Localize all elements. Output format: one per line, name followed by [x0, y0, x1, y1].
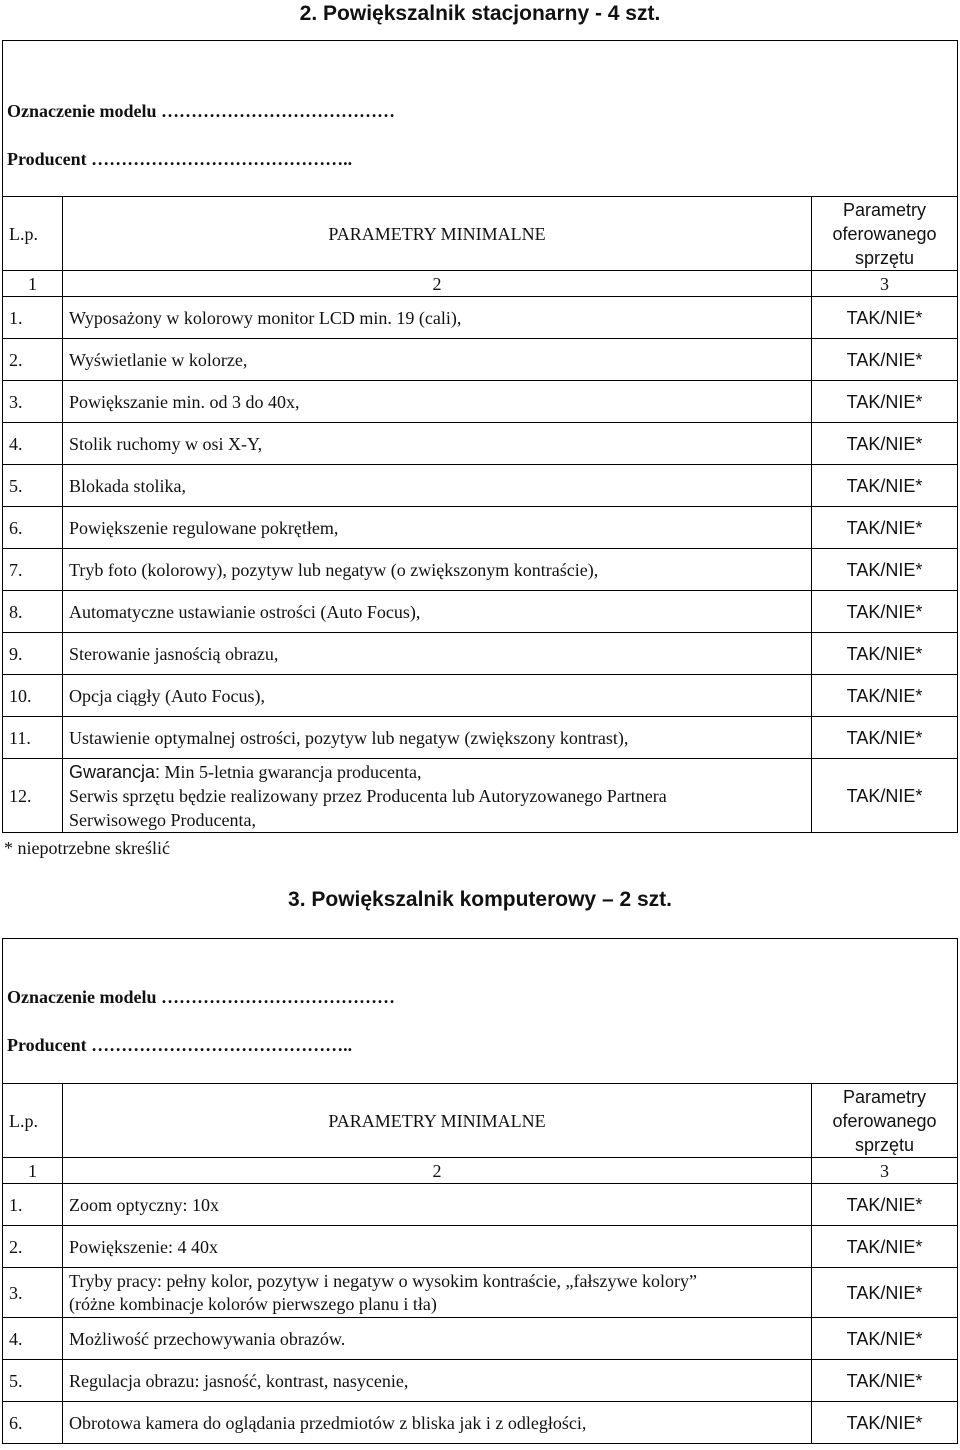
row-param: Powiększenie: 4 40x — [63, 1226, 812, 1268]
row-answer: TAK/NIE* — [812, 717, 958, 759]
table-row — [3, 423, 958, 465]
col-number-2: 2 — [63, 271, 812, 297]
header-offered — [812, 1084, 958, 1158]
col-number-3: 3 — [812, 1158, 958, 1184]
header-params: PARAMETRY MINIMALNE — [63, 1084, 812, 1158]
header-offered-line1: Parametry — [842, 199, 927, 220]
row-answer: TAK/NIE* — [812, 1318, 958, 1360]
numbers-row — [3, 1158, 958, 1184]
row-lp: 9. — [3, 633, 63, 675]
row-param: Możliwość przechowywania obrazów. — [63, 1318, 812, 1360]
numbers-row — [3, 271, 958, 297]
section-2-title: 2. Powiększalnik stacjonarny - 4 szt. — [299, 2, 661, 25]
row-lp: 10. — [3, 675, 63, 717]
header-lp: L.p. — [3, 1084, 63, 1158]
table-row — [3, 1226, 958, 1268]
col-number-2: 2 — [63, 1158, 812, 1184]
row-param: Obrotowa kamera do oglądania przedmiotów z bliska jak i z odległości, — [63, 1402, 812, 1444]
row-answer: TAK/NIE* — [812, 759, 958, 833]
row-param: Powiększenie regulowane pokrętłem, — [63, 507, 812, 549]
row-lp: 5. — [3, 465, 63, 507]
row-lp: 4. — [3, 1318, 63, 1360]
warranty-line2: Serwis sprzętu będzie realizowany przez Producenta lub Autoryzowanego Partnera — [69, 785, 667, 806]
col-number-3: 3 — [812, 271, 958, 297]
table-row — [3, 1360, 958, 1402]
row-param: Regulacja obrazu: jasność, kontrast, nasycenie, — [63, 1360, 812, 1402]
table-row — [3, 339, 958, 381]
header-row — [3, 197, 958, 271]
row-param: Blokada stolika, — [63, 465, 812, 507]
table-row-warranty — [3, 759, 958, 833]
row-param: Wyświetlanie w kolorze, — [63, 339, 812, 381]
header-offered-line2: oferowanego — [832, 223, 937, 244]
warranty-line1 — [69, 760, 805, 784]
footnote: * niepotrzebne skreślić — [4, 838, 170, 858]
row-lp: 2. — [3, 339, 63, 381]
model-label: Oznaczenie modelu ………………………………… — [7, 987, 395, 1007]
row-answer: TAK/NIE* — [812, 1268, 958, 1318]
row-lp: 4. — [3, 423, 63, 465]
table-row — [3, 675, 958, 717]
table-row — [3, 591, 958, 633]
table-row — [3, 507, 958, 549]
parameters-table-section-3 — [2, 1083, 958, 1444]
header-offered-line3: sprzętu — [854, 1134, 915, 1155]
row-param: Tryb foto (kolorowy), pozytyw lub negatyw (o zwiększonym kontraście), — [63, 549, 812, 591]
table-row — [3, 633, 958, 675]
row-lp: 12. — [3, 759, 63, 833]
row-lp: 6. — [3, 1402, 63, 1444]
row-lp: 5. — [3, 1360, 63, 1402]
col-number-1: 1 — [3, 1158, 63, 1184]
row-answer: TAK/NIE* — [812, 465, 958, 507]
producer-label: Producent …………………………………….. — [7, 1035, 353, 1055]
warranty-line3: Serwisowego Producenta, — [69, 809, 256, 830]
row-answer: TAK/NIE* — [812, 1402, 958, 1444]
row-answer: TAK/NIE* — [812, 423, 958, 465]
table-row — [3, 1318, 958, 1360]
row-answer: TAK/NIE* — [812, 675, 958, 717]
row-lp: 1. — [3, 297, 63, 339]
row-param-warranty — [63, 759, 812, 833]
row-lp: 8. — [3, 591, 63, 633]
row-answer: TAK/NIE* — [812, 339, 958, 381]
header-offered — [812, 197, 958, 271]
row-lp: 1. — [3, 1184, 63, 1226]
row-param: Sterowanie jasnością obrazu, — [63, 633, 812, 675]
row-param-line1: Tryby pracy: pełny kolor, pozytyw i negatyw o wysokim kontraście, „fałszywe kolory” — [69, 1270, 697, 1291]
header-params: PARAMETRY MINIMALNE — [63, 197, 812, 271]
table-row — [3, 1402, 958, 1444]
row-lp: 2. — [3, 1226, 63, 1268]
row-answer: TAK/NIE* — [812, 1184, 958, 1226]
model-info-box — [2, 40, 958, 197]
table-row — [3, 717, 958, 759]
row-param: Ustawienie optymalnej ostrości, pozytyw lub negatyw (zwiększony kontrast), — [63, 717, 812, 759]
row-answer: TAK/NIE* — [812, 297, 958, 339]
header-lp: L.p. — [3, 197, 63, 271]
header-row — [3, 1084, 958, 1158]
row-param-line2: (różne kombinacje kolorów pierwszego planu i tła) — [69, 1293, 437, 1314]
warranty-label: Gwarancja: — [69, 761, 161, 782]
table-row — [3, 381, 958, 423]
row-param: Opcja ciągły (Auto Focus), — [63, 675, 812, 717]
row-lp: 7. — [3, 549, 63, 591]
row-answer: TAK/NIE* — [812, 381, 958, 423]
parameters-table-section-2 — [2, 196, 958, 833]
header-offered-line3: sprzętu — [854, 247, 915, 268]
model-label: Oznaczenie modelu ………………………………… — [7, 101, 395, 121]
row-param: Automatyczne ustawianie ostrości (Auto Focus), — [63, 591, 812, 633]
row-answer: TAK/NIE* — [812, 507, 958, 549]
row-lp: 3. — [3, 1268, 63, 1318]
model-info-box — [2, 938, 958, 1084]
table-row — [3, 549, 958, 591]
warranty-text: Min 5-letnia gwarancja producenta, — [160, 761, 422, 782]
row-answer: TAK/NIE* — [812, 633, 958, 675]
row-answer: TAK/NIE* — [812, 1226, 958, 1268]
table-row — [3, 465, 958, 507]
header-offered-line2: oferowanego — [832, 1110, 937, 1131]
row-param: Wyposażony w kolorowy monitor LCD min. 19 (cali), — [63, 297, 812, 339]
producer-label: Producent …………………………………….. — [7, 149, 353, 169]
table-row — [3, 1268, 958, 1318]
row-lp: 11. — [3, 717, 63, 759]
row-answer: TAK/NIE* — [812, 591, 958, 633]
header-offered-line1: Parametry — [842, 1086, 927, 1107]
section-3-title: 3. Powiększalnik komputerowy – 2 szt. — [288, 888, 672, 911]
row-lp: 3. — [3, 381, 63, 423]
row-param: Powiększanie min. od 3 do 40x, — [63, 381, 812, 423]
row-answer: TAK/NIE* — [812, 1360, 958, 1402]
row-param: Stolik ruchomy w osi X-Y, — [63, 423, 812, 465]
row-answer: TAK/NIE* — [812, 549, 958, 591]
row-lp: 6. — [3, 507, 63, 549]
col-number-1: 1 — [3, 271, 63, 297]
table-row — [3, 1184, 958, 1226]
row-param — [63, 1268, 812, 1318]
table-row — [3, 297, 958, 339]
row-param: Zoom optyczny: 10x — [63, 1184, 812, 1226]
